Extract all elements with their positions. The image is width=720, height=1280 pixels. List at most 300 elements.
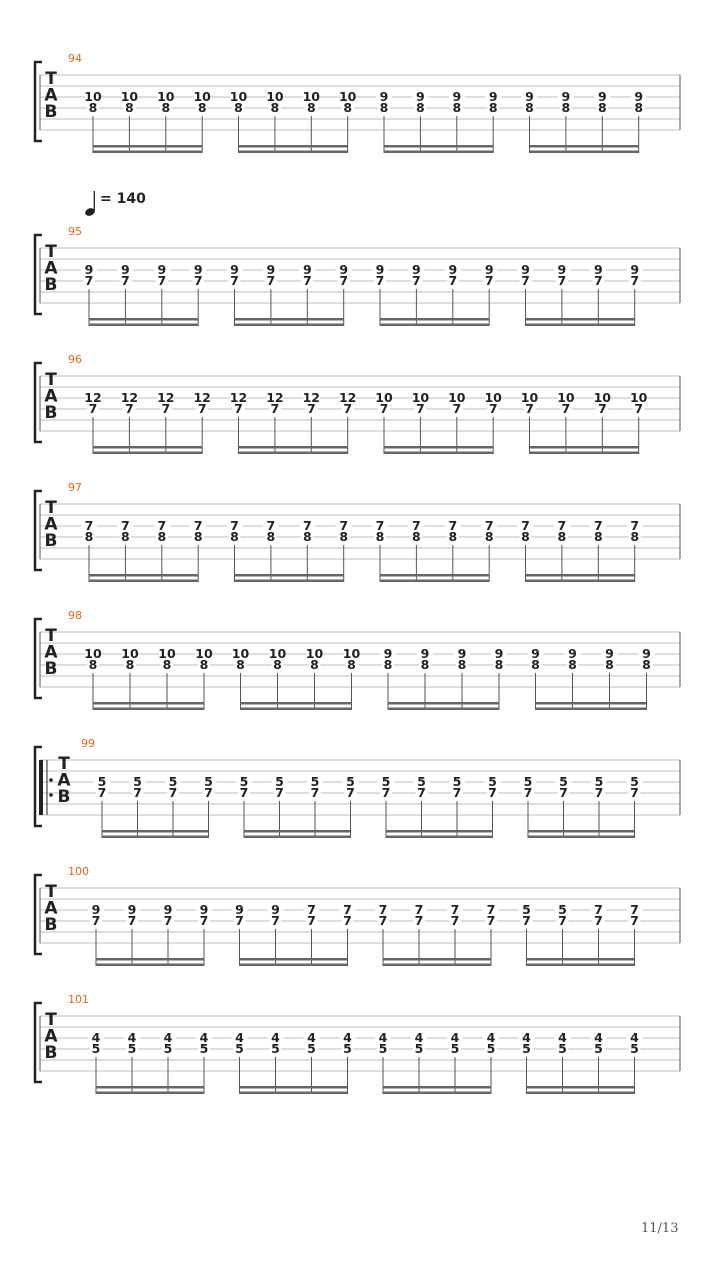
beam <box>241 708 352 711</box>
fret-number: 5 <box>486 1041 496 1056</box>
fret-number: 7 <box>630 913 639 928</box>
fret-number: 12 <box>193 390 211 405</box>
fret-number: 7 <box>193 518 203 533</box>
fret-number: 7 <box>523 785 533 800</box>
fret-number: 8 <box>193 529 203 544</box>
fret-number: 9 <box>193 262 203 277</box>
fret-number: 7 <box>630 902 639 917</box>
fret-number: 7 <box>522 913 531 928</box>
fret-number: 7 <box>310 785 320 800</box>
fret-number: 10 <box>158 646 176 661</box>
tempo-value: = 140 <box>100 191 146 207</box>
fret-number: 9 <box>375 262 385 277</box>
fret-number: 8 <box>199 657 209 672</box>
fret-number: 9 <box>412 262 421 277</box>
beam <box>386 836 493 839</box>
fret-number: 7 <box>378 902 388 917</box>
fret-number: 8 <box>125 657 135 672</box>
beam <box>93 145 202 148</box>
fret-number: 9 <box>484 262 494 277</box>
fret-number: 9 <box>84 262 94 277</box>
fret-number: 9 <box>521 262 530 277</box>
tab-clef-t: T <box>45 882 57 902</box>
fret-number: 9 <box>266 262 276 277</box>
fret-number: 9 <box>568 646 577 661</box>
fret-number: 5 <box>235 1041 244 1056</box>
fret-number: 5 <box>346 774 355 789</box>
beam <box>96 1086 204 1089</box>
fret-number: 5 <box>275 774 284 789</box>
beam <box>89 574 198 577</box>
fret-number: 7 <box>412 518 421 533</box>
fret-number: 7 <box>230 518 239 533</box>
fret-number: 7 <box>307 902 316 917</box>
fret-number: 4 <box>486 1030 496 1045</box>
fret-number: 7 <box>161 401 171 416</box>
beam <box>244 836 351 839</box>
fret-number: 9 <box>379 89 389 104</box>
tempo-marking <box>84 191 146 217</box>
measure-number: 96 <box>68 353 82 366</box>
beam <box>240 1092 348 1095</box>
fret-number: 10 <box>268 646 287 661</box>
fret-number: 12 <box>120 390 139 405</box>
beam <box>527 1086 635 1089</box>
tab-clef-a: A <box>44 898 58 919</box>
fret-number: 7 <box>450 913 460 928</box>
fret-number: 12 <box>157 390 175 405</box>
fret-number: 4 <box>307 1030 316 1045</box>
fret-number: 4 <box>522 1030 531 1045</box>
fret-number: 9 <box>634 89 644 104</box>
fret-number: 10 <box>231 646 250 661</box>
fret-number: 9 <box>127 902 137 917</box>
fret-number: 7 <box>275 785 284 800</box>
fret-number: 10 <box>448 390 466 405</box>
fret-number: 7 <box>630 785 639 800</box>
fret-number: 5 <box>204 774 213 789</box>
fret-number: 7 <box>634 401 644 416</box>
fret-number: 9 <box>416 89 425 104</box>
fret-number: 7 <box>197 401 207 416</box>
fret-number: 10 <box>411 390 430 405</box>
beam <box>386 830 493 833</box>
fret-number: 5 <box>133 774 142 789</box>
fret-number: 7 <box>450 902 460 917</box>
fret-number: 8 <box>236 657 245 672</box>
fret-number: 8 <box>484 529 494 544</box>
fret-number: 8 <box>347 657 356 672</box>
fret-number: 7 <box>266 273 276 288</box>
fret-number: 5 <box>163 1041 173 1056</box>
fret-number: 9 <box>593 262 603 277</box>
fret-number: 7 <box>558 913 567 928</box>
beam <box>93 452 202 455</box>
repeat-dot <box>49 778 53 782</box>
fret-number: 10 <box>593 390 612 405</box>
fret-number: 7 <box>127 913 137 928</box>
fret-number: 9 <box>452 89 462 104</box>
beam <box>526 580 635 583</box>
fret-number: 7 <box>204 785 213 800</box>
beam <box>383 958 491 961</box>
fret-number: 5 <box>97 774 107 789</box>
fret-number: 7 <box>133 785 142 800</box>
fret-number: 8 <box>343 100 353 115</box>
fret-number: 8 <box>412 529 421 544</box>
fret-number: 7 <box>375 518 385 533</box>
tab-system <box>35 609 680 710</box>
fret-number: 10 <box>193 89 211 104</box>
tab-system <box>35 865 680 966</box>
fret-number: 7 <box>416 401 425 416</box>
beam <box>527 1092 635 1095</box>
fret-number: 7 <box>163 913 173 928</box>
fret-number: 7 <box>379 401 389 416</box>
fret-number: 8 <box>420 657 430 672</box>
fret-number: 9 <box>597 89 607 104</box>
tab-clef-a: A <box>44 386 58 407</box>
fret-number: 7 <box>412 273 421 288</box>
tab-clef-b: B <box>57 787 71 807</box>
beam <box>528 836 635 839</box>
fret-number: 9 <box>642 646 651 661</box>
fret-number: 5 <box>168 774 178 789</box>
beam <box>235 574 344 577</box>
fret-number: 7 <box>561 401 571 416</box>
tab-system <box>35 737 680 838</box>
fret-number: 7 <box>234 401 243 416</box>
fret-number: 12 <box>338 390 357 405</box>
beam <box>536 702 647 705</box>
fret-number: 5 <box>559 774 568 789</box>
beam <box>89 318 198 321</box>
fret-number: 9 <box>494 646 504 661</box>
fret-number: 9 <box>163 902 173 917</box>
beam <box>235 324 344 327</box>
fret-number: 10 <box>342 646 361 661</box>
fret-number: 8 <box>88 657 98 672</box>
fret-number: 7 <box>452 785 462 800</box>
fret-number: 8 <box>84 529 94 544</box>
beam <box>93 446 202 449</box>
fret-number: 9 <box>121 262 130 277</box>
fret-number: 7 <box>199 913 209 928</box>
fret-number: 5 <box>307 1041 316 1056</box>
fret-number: 7 <box>235 913 244 928</box>
system-bracket <box>35 1003 42 1082</box>
beam <box>93 702 204 705</box>
fret-number: 7 <box>91 913 101 928</box>
fret-number: 8 <box>375 529 385 544</box>
system-bracket <box>35 491 42 570</box>
fret-number: 7 <box>630 273 640 288</box>
fret-number: 5 <box>594 1041 603 1056</box>
beam <box>530 452 639 455</box>
tab-clef-t: T <box>45 69 57 89</box>
fret-number: 8 <box>630 529 640 544</box>
fret-number: 10 <box>305 646 324 661</box>
fret-number: 8 <box>642 657 651 672</box>
fret-number: 10 <box>484 390 502 405</box>
fret-number: 5 <box>91 1041 101 1056</box>
fret-number: 9 <box>531 646 540 661</box>
fret-number: 7 <box>484 518 494 533</box>
fret-number: 5 <box>310 774 320 789</box>
measure-number: 99 <box>81 737 95 750</box>
fret-number: 8 <box>457 657 467 672</box>
fret-number: 7 <box>307 913 316 928</box>
tab-clef-b: B <box>44 102 58 122</box>
fret-number: 5 <box>630 1041 639 1056</box>
fret-number: 9 <box>557 262 567 277</box>
measure-number: 95 <box>68 225 82 238</box>
beam <box>380 580 489 583</box>
fret-number: 8 <box>448 529 458 544</box>
fret-number: 4 <box>414 1030 424 1045</box>
fret-number: 9 <box>235 902 244 917</box>
beam <box>96 958 204 961</box>
beam <box>527 958 635 961</box>
fret-number: 7 <box>594 785 604 800</box>
beam <box>96 1092 204 1095</box>
fret-number: 8 <box>568 657 577 672</box>
beam <box>240 964 348 967</box>
fret-number: 8 <box>383 657 393 672</box>
tab-clef-t: T <box>45 242 57 262</box>
fret-number: 8 <box>416 100 425 115</box>
beam <box>380 324 489 327</box>
fret-number: 10 <box>338 89 357 104</box>
fret-number: 7 <box>630 518 640 533</box>
fret-number: 10 <box>520 390 539 405</box>
tab-clef-t: T <box>45 626 57 646</box>
fret-number: 4 <box>450 1030 460 1045</box>
fret-number: 12 <box>229 390 248 405</box>
fret-number: 8 <box>306 100 316 115</box>
fret-number: 8 <box>494 657 504 672</box>
fret-number: 7 <box>97 785 107 800</box>
measure-number: 97 <box>68 481 82 494</box>
fret-number: 5 <box>239 774 249 789</box>
beam <box>240 1086 348 1089</box>
fret-number: 9 <box>339 262 349 277</box>
fret-number: 7 <box>593 518 603 533</box>
beam <box>239 145 348 148</box>
fret-number: 9 <box>561 89 571 104</box>
fret-number: 5 <box>522 902 531 917</box>
fret-number: 12 <box>84 390 102 405</box>
tab-clef-t: T <box>45 370 57 390</box>
fret-number: 10 <box>120 89 139 104</box>
fret-number: 5 <box>378 1041 388 1056</box>
tab-system <box>35 52 680 153</box>
fret-number: 7 <box>239 785 249 800</box>
fret-number: 7 <box>302 273 312 288</box>
fret-number: 7 <box>594 913 603 928</box>
tab-clef-b: B <box>44 1043 58 1063</box>
fret-number: 7 <box>306 401 316 416</box>
tab-clef-a: A <box>57 770 71 791</box>
repeat-dot <box>49 793 53 797</box>
fret-number: 7 <box>168 785 178 800</box>
fret-number: 8 <box>525 100 534 115</box>
beam <box>528 830 635 833</box>
beam <box>384 145 493 148</box>
fret-number: 7 <box>414 913 424 928</box>
fret-number: 9 <box>420 646 430 661</box>
fret-number: 7 <box>488 401 498 416</box>
fret-number: 7 <box>230 273 239 288</box>
fret-number: 8 <box>593 529 603 544</box>
page-number: 11/13 <box>641 1221 679 1236</box>
fret-number: 10 <box>157 89 175 104</box>
tab-system <box>35 993 680 1094</box>
beam <box>239 151 348 154</box>
fret-number: 10 <box>121 646 139 661</box>
beam <box>241 702 352 705</box>
fret-number: 7 <box>448 273 458 288</box>
tab-clef-b: B <box>44 659 58 679</box>
tab-clef-b: B <box>44 531 58 551</box>
fret-number: 7 <box>414 902 424 917</box>
fret-number: 9 <box>488 89 498 104</box>
beam <box>526 318 635 321</box>
beam <box>388 708 499 711</box>
fret-number: 8 <box>125 100 134 115</box>
tab-clef-a: A <box>44 1026 58 1047</box>
beam <box>102 830 209 833</box>
fret-number: 7 <box>448 518 458 533</box>
fret-number: 8 <box>557 529 567 544</box>
fret-number: 7 <box>193 273 203 288</box>
fret-number: 8 <box>162 657 172 672</box>
fret-number: 5 <box>452 774 462 789</box>
beam <box>384 452 493 455</box>
fret-number: 5 <box>558 902 567 917</box>
beam <box>93 708 204 711</box>
fret-number: 10 <box>629 390 648 405</box>
fret-number: 7 <box>521 273 530 288</box>
beam <box>384 151 493 154</box>
beam <box>96 964 204 967</box>
fret-number: 8 <box>379 100 389 115</box>
fret-number: 8 <box>605 657 614 672</box>
fret-number: 5 <box>381 774 391 789</box>
system-bracket <box>35 619 42 698</box>
fret-number: 7 <box>557 518 567 533</box>
beam <box>240 958 348 961</box>
fret-number: 12 <box>302 390 321 405</box>
fret-number: 10 <box>557 390 575 405</box>
fret-number: 7 <box>266 518 276 533</box>
system-bracket <box>35 363 42 442</box>
fret-number: 8 <box>561 100 571 115</box>
tab-clef-b: B <box>44 915 58 935</box>
fret-number: 7 <box>302 518 312 533</box>
tab-system <box>35 481 680 582</box>
fret-number: 4 <box>558 1030 567 1045</box>
fret-number: 5 <box>523 774 533 789</box>
fret-number: 7 <box>157 273 167 288</box>
system-bracket <box>35 62 42 141</box>
system-bracket <box>35 875 42 954</box>
fret-number: 7 <box>378 913 388 928</box>
fret-number: 7 <box>525 401 534 416</box>
fret-number: 8 <box>230 529 239 544</box>
fret-number: 8 <box>521 529 530 544</box>
fret-number: 7 <box>452 401 462 416</box>
tab-clef-t: T <box>45 498 57 518</box>
fret-number: 9 <box>199 902 209 917</box>
fret-number: 5 <box>450 1041 460 1056</box>
fret-number: 8 <box>452 100 462 115</box>
fret-number: 8 <box>121 529 130 544</box>
fret-number: 5 <box>594 774 604 789</box>
fret-number: 5 <box>271 1041 280 1056</box>
fret-number: 5 <box>522 1041 531 1056</box>
fret-number: 9 <box>525 89 534 104</box>
fret-number: 7 <box>270 401 280 416</box>
fret-number: 8 <box>266 529 276 544</box>
fret-number: 5 <box>488 774 497 789</box>
tab-clef-b: B <box>44 275 58 295</box>
fret-number: 7 <box>121 518 130 533</box>
fret-number: 5 <box>414 1041 424 1056</box>
fret-number: 7 <box>88 401 98 416</box>
fret-number: 8 <box>197 100 207 115</box>
fret-number: 8 <box>488 100 498 115</box>
fret-number: 7 <box>157 518 167 533</box>
fret-number: 8 <box>531 657 540 672</box>
fret-number: 8 <box>270 100 280 115</box>
tab-clef-t: T <box>45 1010 57 1030</box>
fret-number: 9 <box>271 902 280 917</box>
fret-number: 7 <box>521 518 530 533</box>
system-bracket <box>35 235 42 314</box>
beam <box>526 574 635 577</box>
fret-number: 8 <box>88 100 98 115</box>
fret-number: 9 <box>302 262 312 277</box>
fret-number: 7 <box>125 401 134 416</box>
tab-system <box>35 353 680 454</box>
measure-number: 98 <box>68 609 82 622</box>
measure-number: 94 <box>68 52 82 65</box>
fret-number: 9 <box>383 646 393 661</box>
fret-number: 10 <box>375 390 393 405</box>
measure-number: 101 <box>68 993 89 1006</box>
fret-number: 7 <box>484 273 494 288</box>
fret-number: 7 <box>417 785 426 800</box>
repeat-thick-bar <box>39 760 43 815</box>
fret-number: 7 <box>339 518 349 533</box>
fret-number: 7 <box>343 401 353 416</box>
fret-number: 4 <box>199 1030 209 1045</box>
fret-number: 4 <box>630 1030 639 1045</box>
beam <box>102 836 209 839</box>
fret-number: 4 <box>127 1030 137 1045</box>
beam <box>384 446 493 449</box>
beam <box>530 151 639 154</box>
beam <box>530 145 639 148</box>
beam <box>383 1092 491 1095</box>
fret-number: 8 <box>634 100 644 115</box>
fret-number: 9 <box>630 262 640 277</box>
tab-clef-a: A <box>44 514 58 535</box>
fret-number: 7 <box>559 785 568 800</box>
fret-number: 7 <box>597 401 607 416</box>
fret-number: 9 <box>230 262 239 277</box>
